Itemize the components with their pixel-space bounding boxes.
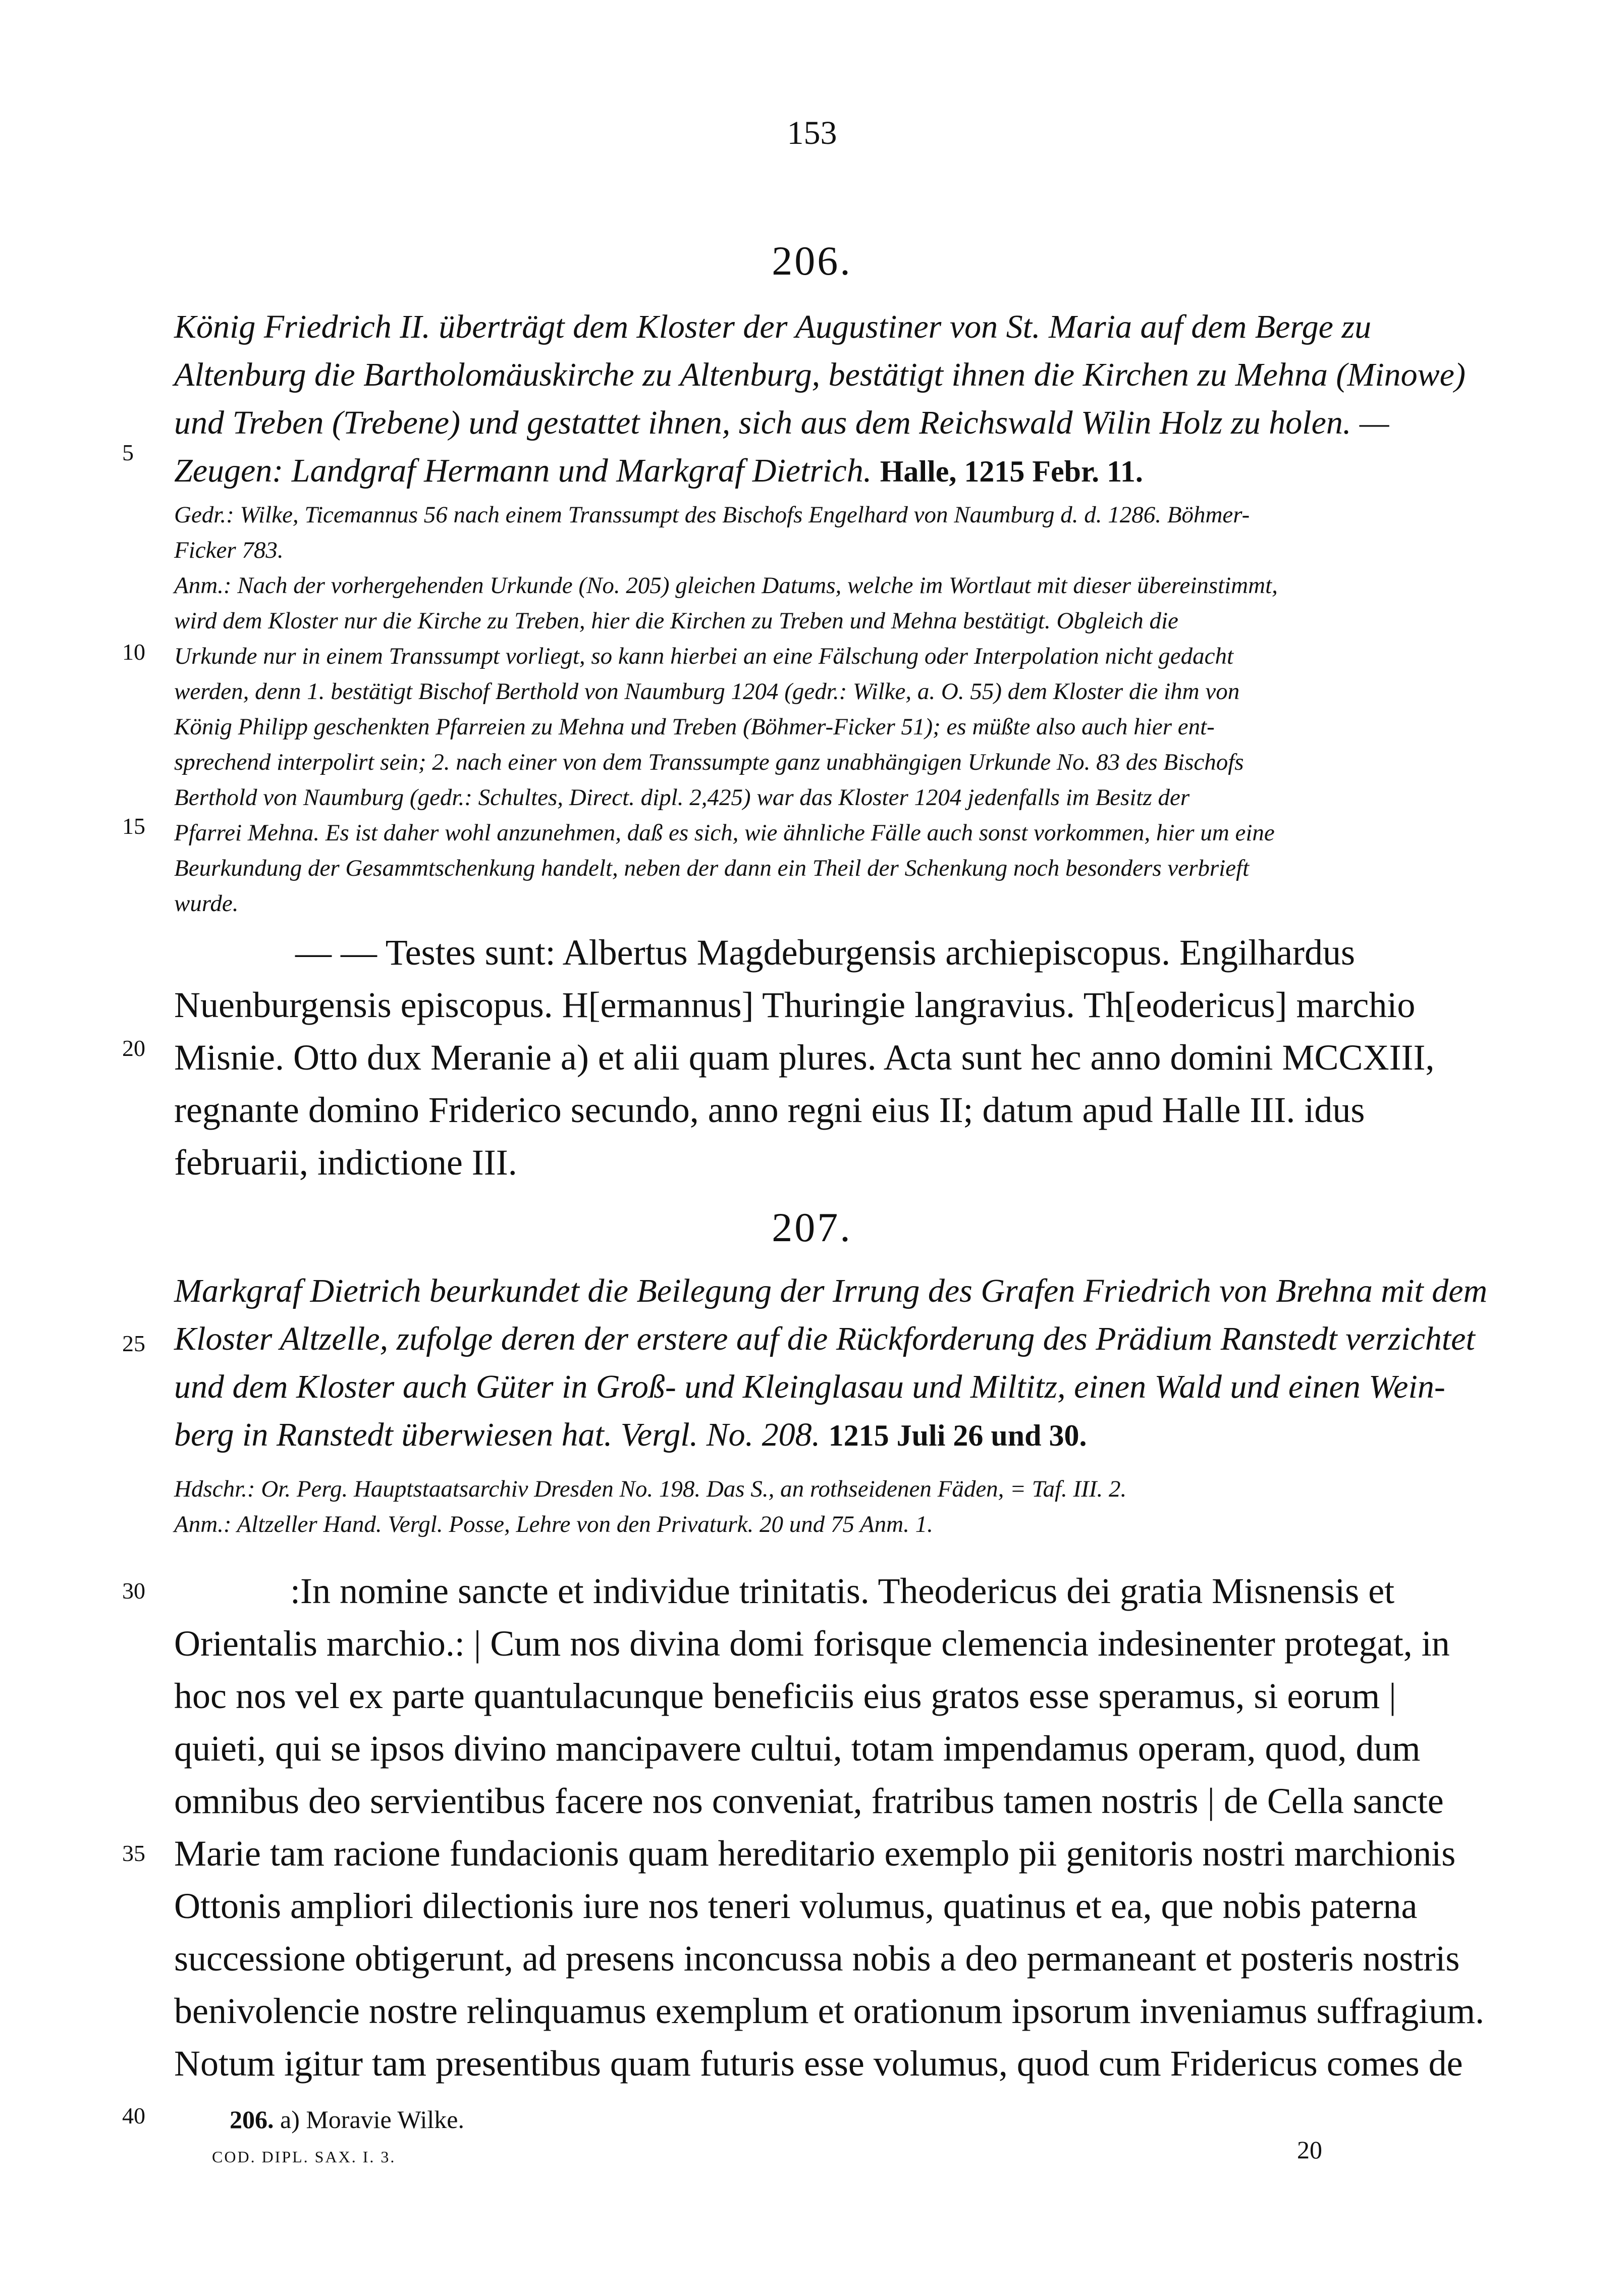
regest-line-with-date [174, 447, 1506, 496]
regest-line: und Treben (Trebene) und gestattet ihnen, sich aus dem Reichswald Wilin Holz zu holen. — [174, 404, 1389, 441]
margin-line-number: 35 [122, 1840, 145, 1866]
charter-text-206 [174, 926, 1511, 1189]
footer-signature: COD. DIPL. SAX. I. 3. [212, 2148, 396, 2166]
text-line: Ottonis ampliori dilectionis iure nos teneri volumus, quatinus et ea, que nobis paterna [174, 1886, 1418, 1926]
apparatus-line: Gedr.: Wilke, Ticemannus 56 nach einem Transsumpt des Bischofs Engelhard von Naumburg d. d. 1286. Böhmer- [174, 502, 1250, 528]
text-line: successione obtigerunt, ad presens inconcussa nobis a deo permaneant et posteris nostris [174, 1938, 1460, 1979]
text-line: hoc nos vel ex parte quantulacunque beneficiis eius gratos esse speramus, si eorum | [174, 1676, 1396, 1716]
regest-line: Zeugen: Landgraf Hermann und Markgraf Dietrich. [174, 452, 872, 489]
page-number: 153 [787, 115, 837, 151]
footnote-ref: 206. [230, 2105, 274, 2134]
apparatus-line: Pfarrei Mehna. Es ist daher wohl anzunehmen, daß es sich, wie ähnliche Fälle auch sonst vorkommen, hier um eine [174, 820, 1275, 846]
margin-line-number: 5 [122, 440, 134, 465]
apparatus-line: werden, denn 1. bestätigt Bischof Berthold von Naumburg 1204 (gedr.: Wilke, a. O. 55) dem Kloster die ihm von [174, 678, 1240, 705]
margin-line-number: 40 [122, 2103, 145, 2129]
apparatus-line: wird dem Kloster nur die Kirche zu Treben, hier die Kirchen zu Treben und Mehna bestätigt. Obgleich die [174, 608, 1178, 634]
regest-line: Altenburg die Bartholomäuskirche zu Altenburg, bestätigt ihnen die Kirchen zu Mehna (Minowe) [174, 356, 1466, 393]
regest-line: König Friedrich II. überträgt dem Kloster der Augustiner von St. Maria auf dem Berge zu [174, 308, 1372, 345]
margin-line-number: 30 [122, 1578, 145, 1604]
margin-line-number: 25 [122, 1331, 145, 1356]
regest-207 [174, 1267, 1506, 1460]
text-line: Notum igitur tam presentibus quam futuris esse volumus, quod cum Fridericus comes de [174, 2043, 1463, 2084]
text-line: februarii, indictione III. [174, 1142, 517, 1183]
apparatus-line: Beurkundung der Gesammtschenkung handelt, neben der dann ein Theil der Schenkung noch besonders verbrieft [174, 855, 1250, 881]
apparatus-line: sprechend interpolirt sein; 2. nach einer von dem Transsumpte ganz unabhängigen Urkunde No. 83 des Bischofs [174, 749, 1244, 775]
text-line: quieti, qui se ipsos divino mancipavere cultui, totam impendamus operam, quod, dum [174, 1728, 1421, 1769]
apparatus-line: König Philipp geschenkten Pfarreien zu Mehna und Treben (Böhmer-Ficker 51); es müßte also auch hier ent- [174, 714, 1215, 740]
text-line: benivolencie nostre relinquamus exemplum et orationum ipsorum inveniamus suffragium. [174, 1991, 1485, 2031]
regest-line: Kloster Altzelle, zufolge deren der erstere auf die Rückforderung des Prädium Ranstedt verzichtet [174, 1320, 1475, 1357]
document-date: Halle, 1215 Febr. 11. [880, 455, 1143, 488]
apparatus-line: Urkunde nur in einem Transsumpt vorliegt, so kann hierbei an eine Fälschung oder Interpolation nicht gedacht [174, 643, 1234, 669]
document-number-207: 207. [772, 1204, 852, 1250]
text-line: regnante domino Friderico secundo, anno regni eius II; datum apud Halle III. idus [174, 1090, 1365, 1130]
text-line: omnibus deo servientibus facere nos conveniat, fratribus tamen nostris | de Cella sancte [174, 1781, 1444, 1821]
charter-text-207 [174, 1565, 1511, 2090]
apparatus-206 [174, 497, 1506, 921]
document-date: 1215 Juli 26 und 30. [828, 1419, 1087, 1452]
footnote [230, 2105, 464, 2134]
margin-line-number: 15 [122, 813, 145, 839]
regest-206 [174, 303, 1506, 496]
text-line: Orientalis marchio.: | Cum nos divina domi forisque clemencia indesinenter protegat, in [174, 1623, 1450, 1664]
regest-line: berg in Ranstedt überwiesen hat. Vergl. No. 208. [174, 1416, 821, 1453]
footnote-text: a) Moravie Wilke. [280, 2105, 464, 2134]
apparatus-line: Anm.: Nach der vorhergehenden Urkunde (No. 205) gleichen Datums, welche im Wortlaut mit dieser übereinstimmt, [174, 572, 1278, 599]
apparatus-line: Ficker 783. [174, 537, 284, 563]
regest-line-with-date [174, 1411, 1506, 1460]
text-line: Misnie. Otto dux Meranie a) et alii quam plures. Acta sunt hec anno domini MCCXIII, [174, 1037, 1435, 1078]
apparatus-line: Berthold von Naumburg (gedr.: Schultes, Direct. dipl. 2,425) war das Kloster 1204 jedenfalls im Besitz der [174, 784, 1190, 811]
text-line: — — Testes sunt: Albertus Magdeburgensis archiepiscopus. Engilhardus [295, 932, 1356, 973]
footer-sheet-number: 20 [1297, 2136, 1322, 2164]
apparatus-line: Anm.: Altzeller Hand. Vergl. Posse, Lehre von den Privaturk. 20 und 75 Anm. 1. [174, 1511, 933, 1537]
apparatus-line: wurde. [174, 890, 239, 917]
regest-line: Markgraf Dietrich beurkundet die Beilegung der Irrung des Grafen Friedrich von Brehna mit dem [174, 1272, 1488, 1309]
document-number-206: 206. [772, 238, 852, 284]
text-line: Nuenburgensis episcopus. H[ermannus] Thuringie langravius. Th[eodericus] marchio [174, 985, 1416, 1025]
apparatus-207 [174, 1471, 1506, 1542]
margin-line-number: 20 [122, 1035, 145, 1061]
text-line: Marie tam racione fundacionis quam hereditario exemplo pii genitoris nostri marchionis [174, 1833, 1456, 1874]
text-line: :In nomine sancte et individue trinitatis. Theodericus dei gratia Misnensis et [290, 1571, 1395, 1611]
margin-line-number: 10 [122, 639, 145, 665]
apparatus-line: Hdschr.: Or. Perg. Hauptstaatsarchiv Dresden No. 198. Das S., an rothseidenen Fäden, = Taf. III. 2. [174, 1476, 1127, 1502]
regest-line: und dem Kloster auch Güter in Groß- und Kleinglasau und Miltitz, einen Wald und einen Wein- [174, 1368, 1445, 1405]
